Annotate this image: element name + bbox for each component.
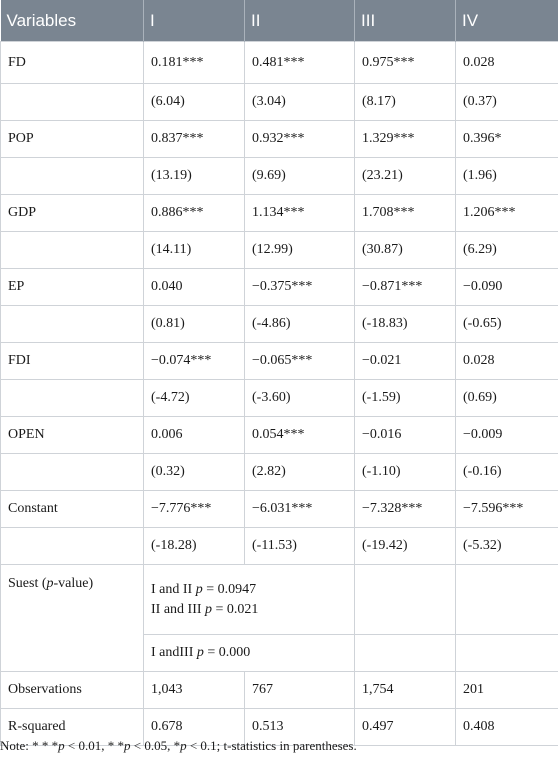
table-cell: 1.708*** [355, 195, 456, 232]
row-label: GDP [1, 195, 144, 232]
table-row-tstat [1, 306, 558, 343]
table-cell: −0.009 [456, 417, 558, 454]
table-row [1, 491, 558, 528]
table-cell: (8.17) [355, 84, 456, 121]
table-cell [456, 635, 558, 672]
table-cell [355, 565, 456, 635]
table-cell: (6.29) [456, 232, 558, 269]
table-row-suest [1, 565, 558, 635]
table-row [1, 195, 558, 232]
table-cell: 1.134*** [245, 195, 355, 232]
suest-label: Suest (p-value) [1, 565, 144, 672]
row-label: OPEN [1, 417, 144, 454]
table-cell: (2.82) [245, 454, 355, 491]
table-cell: 0.054*** [245, 417, 355, 454]
table-cell: (0.69) [456, 380, 558, 417]
table-cell: −0.090 [456, 269, 558, 306]
table-row-tstat [1, 528, 558, 565]
row-label [1, 380, 144, 417]
table-row [1, 121, 558, 158]
table-cell: (30.87) [355, 232, 456, 269]
table-cell: −0.016 [355, 417, 456, 454]
suest-line-3: I andIII p = 0.000 [144, 635, 355, 672]
table-cell: 0.513 [245, 709, 355, 746]
table-cell: 767 [245, 672, 355, 709]
table-cell: −0.074*** [144, 343, 245, 380]
table-cell: (-3.60) [245, 380, 355, 417]
table-cell: −0.871*** [355, 269, 456, 306]
table-cell: 0.006 [144, 417, 245, 454]
table-cell: (-4.86) [245, 306, 355, 343]
table-cell: (0.37) [456, 84, 558, 121]
table-cell [456, 565, 558, 635]
table-cell: (-0.16) [456, 454, 558, 491]
row-label: FDI [1, 343, 144, 380]
row-label: Observations [1, 672, 144, 709]
table-cell: (6.04) [144, 84, 245, 121]
header-cell: III [355, 0, 456, 42]
table-cell: 0.886*** [144, 195, 245, 232]
table-cell: (-11.53) [245, 528, 355, 565]
row-label [1, 454, 144, 491]
table-cell: 0.975*** [355, 42, 456, 84]
table-cell: (-1.10) [355, 454, 456, 491]
table-cell: 0.481*** [245, 42, 355, 84]
table-cell: 0.396* [456, 121, 558, 158]
table-note: Note: * * *p < 0.01, * *p < 0.05, *p < 0.1; t-statistics in parentheses. [0, 738, 357, 753]
row-label [1, 528, 144, 565]
table-cell: 0.837*** [144, 121, 245, 158]
row-label: R-squared [1, 709, 144, 746]
table-cell: −7.596*** [456, 491, 558, 528]
table-row-tstat [1, 454, 558, 491]
row-label: FD [1, 42, 144, 84]
table-cell: (9.69) [245, 158, 355, 195]
table-cell: 1.206*** [456, 195, 558, 232]
table-row-tstat [1, 158, 558, 195]
table-cell: 0.678 [144, 709, 245, 746]
table-cell: 1,043 [144, 672, 245, 709]
table-cell: 0.497 [355, 709, 456, 746]
table-cell: (-5.32) [456, 528, 558, 565]
header-cell: IV [456, 0, 558, 42]
table-body [1, 42, 558, 746]
table-cell: (0.32) [144, 454, 245, 491]
table-cell: (14.11) [144, 232, 245, 269]
table-cell: 0.181*** [144, 42, 245, 84]
table-row-tstat [1, 232, 558, 269]
header-cell: I [144, 0, 245, 42]
suest-line-2: II and III p = 0.021 [151, 601, 259, 617]
table-cell: (-0.65) [456, 306, 558, 343]
table-row [1, 42, 558, 84]
table-cell: (-18.83) [355, 306, 456, 343]
table-cell: 0.028 [456, 42, 558, 84]
table-cell: 1,754 [355, 672, 456, 709]
suest-line-1: I and II p = 0.0947 [151, 581, 257, 597]
table-cell: (1.96) [456, 158, 558, 195]
row-label [1, 158, 144, 195]
table-cell: (-18.28) [144, 528, 245, 565]
table-cell: 201 [456, 672, 558, 709]
table-cell: −0.065*** [245, 343, 355, 380]
table-row [1, 417, 558, 454]
row-label: POP [1, 121, 144, 158]
table-cell: (3.04) [245, 84, 355, 121]
table-cell: −0.375*** [245, 269, 355, 306]
table-cell: (13.19) [144, 158, 245, 195]
table-cell: −7.328*** [355, 491, 456, 528]
table-cell: 0.408 [456, 709, 558, 746]
row-label [1, 306, 144, 343]
table-cell: (12.99) [245, 232, 355, 269]
table-cell [355, 635, 456, 672]
table-cell: (-4.72) [144, 380, 245, 417]
table-row-tstat [1, 84, 558, 121]
table-row [1, 269, 558, 306]
header-cell: II [245, 0, 355, 42]
table-cell: (-1.59) [355, 380, 456, 417]
row-label [1, 84, 144, 121]
table-row [1, 343, 558, 380]
suest-tests [144, 565, 355, 635]
row-label: EP [1, 269, 144, 306]
table-cell: 1.329*** [355, 121, 456, 158]
row-label: Constant [1, 491, 144, 528]
header-row [1, 0, 558, 42]
table-row-tstat [1, 380, 558, 417]
table-cell: (0.81) [144, 306, 245, 343]
table-cell: −0.021 [355, 343, 456, 380]
table-cell: 0.932*** [245, 121, 355, 158]
table-cell: 0.028 [456, 343, 558, 380]
table-cell: (23.21) [355, 158, 456, 195]
table-row-observations [1, 672, 558, 709]
table-cell: −7.776*** [144, 491, 245, 528]
row-label [1, 232, 144, 269]
table-cell: 0.040 [144, 269, 245, 306]
header-cell: Variables [1, 0, 144, 42]
table-cell: (-19.42) [355, 528, 456, 565]
table-cell: −6.031*** [245, 491, 355, 528]
